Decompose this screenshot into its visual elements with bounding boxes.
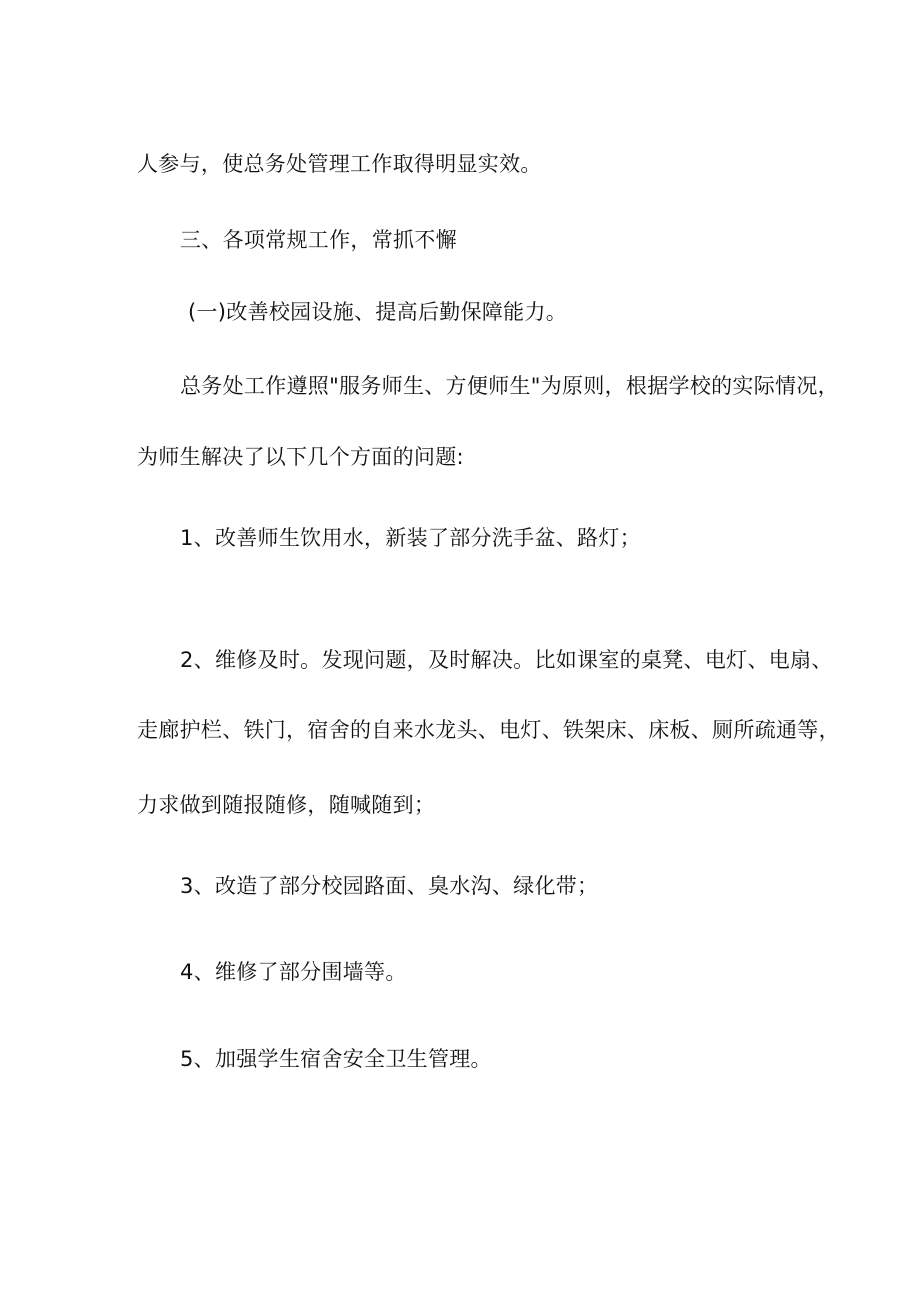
list-item-continuation: 走廊护栏、铁门，宿舍的自来水龙头、电灯、铁架床、床板、厕所疏通等， [137,718,840,742]
section-heading: 三、各项常规工作，常抓不懈 [180,228,457,252]
list-item: 3、改造了部分校园路面、臭水沟、绿化带； [180,874,599,898]
list-item: 1、改善师生饮用水，新装了部分洗手盆、路灯； [180,526,641,550]
list-item: 5、加强学生宿舍安全卫生管理。 [180,1047,492,1071]
list-item-continuation: 力求做到随报随修，随喊随到； [137,793,436,817]
list-item: 4、维修了部分围墙等。 [180,960,407,984]
list-item: 2、维修及时。发现问题，及时解决。比如课室的桌凳、电灯、电扇、 [180,648,833,672]
subsection-heading: (一)改善校园设施、提高后勤保障能力。 [188,300,568,324]
paragraph-continuation: 人参与，使总务处管理工作取得明显实效。 [137,152,542,176]
paragraph-line: 总务处工作遵照"服务师生、方便师生"为原则，根据学校的实际情况， [180,374,839,398]
paragraph-line: 为师生解决了以下几个方面的问题: [137,445,464,469]
